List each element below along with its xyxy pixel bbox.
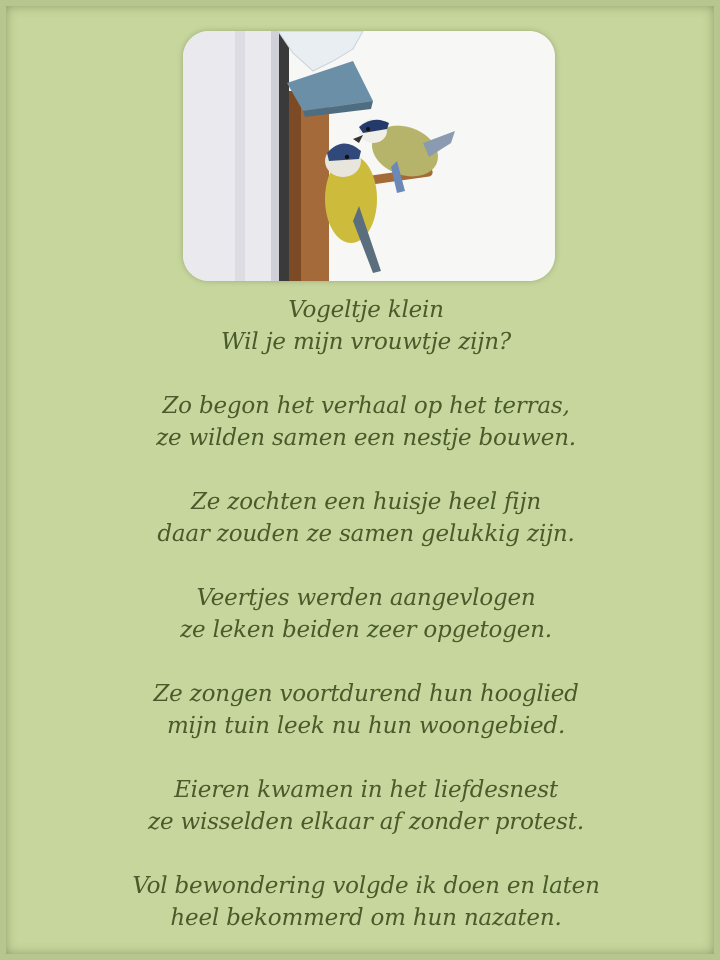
poem-line: mijn tuin leek nu hun woongebied. xyxy=(166,713,566,739)
poem-line: Veertjes werden aangevlogen xyxy=(196,585,536,611)
stanza-2 xyxy=(46,390,686,454)
poem-line: ze wisselden elkaar af zonder protest. xyxy=(148,809,584,835)
stanza-4 xyxy=(46,582,686,646)
poem-line: Ze zochten een huisje heel fijn xyxy=(190,489,542,515)
poem-line: Ze zongen voortdurend hun hooglied xyxy=(153,681,579,707)
stanza-5 xyxy=(46,678,686,742)
poem xyxy=(46,294,686,934)
blue-tits-image xyxy=(183,31,555,281)
poem-line: Wil je mijn vrouwtje zijn? xyxy=(221,329,511,355)
stanza-7 xyxy=(46,870,686,934)
poem-line: daar zouden ze samen gelukkig zijn. xyxy=(157,521,575,547)
poem-line: ze leken beiden zeer opgetogen. xyxy=(180,617,552,643)
poem-line: Vogeltje klein xyxy=(288,297,444,323)
stanza-6 xyxy=(46,774,686,838)
poem-line: Eieren kwamen in het liefdesnest xyxy=(174,777,558,803)
poem-line: heel bekommerd om hun nazaten. xyxy=(170,905,562,931)
poem-line: Zo begon het verhaal op het terras, xyxy=(162,393,570,419)
stanza-1 xyxy=(46,294,686,358)
poem-line: ze wilden samen een nestje bouwen. xyxy=(156,425,576,451)
poem-line: Vol bewondering volgde ik doen en laten xyxy=(132,873,600,899)
bird-photo xyxy=(183,31,555,281)
stanza-3 xyxy=(46,486,686,550)
